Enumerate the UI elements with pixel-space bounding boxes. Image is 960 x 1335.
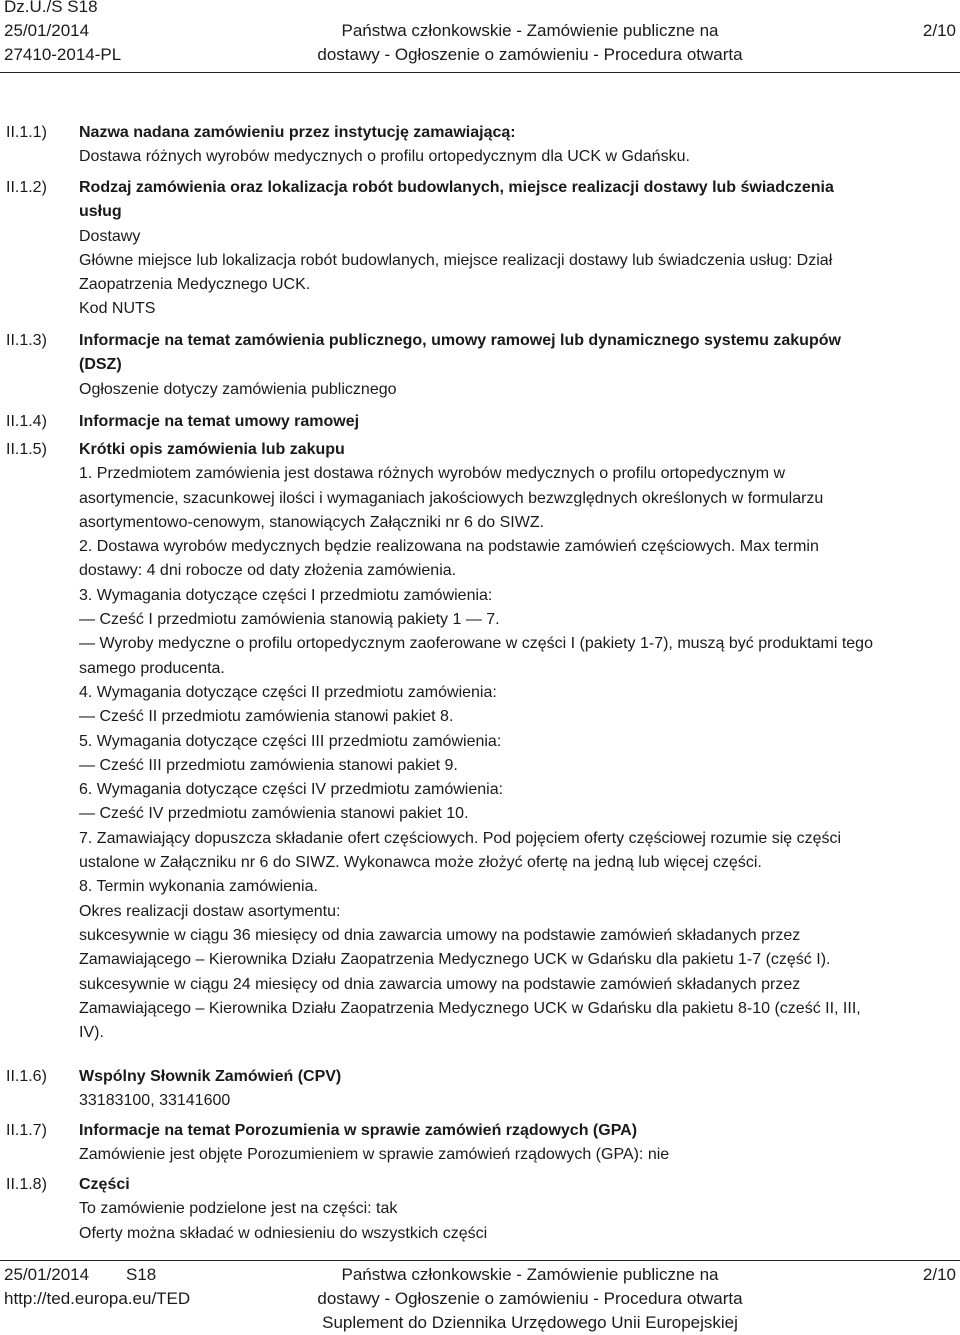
footer-title-line1: Państwa członkowskie - Zamówienie publiczne na (341, 1265, 719, 1284)
section-line: Ogłoszenie dotyczy zamówienia publicznego (79, 380, 397, 398)
section-number: II.1.2) (6, 179, 47, 196)
section-number: II.1.4) (6, 413, 47, 430)
section-line: — Cześć IV przedmiotu zamówienia stanowi pakiet 10. (79, 805, 469, 823)
section-number: II.1.1) (6, 124, 47, 141)
header-title-line2: dostawy - Ogłoszenie o zamówieniu - Procedura otwarta (317, 45, 743, 64)
section-line: samego producenta. (79, 659, 225, 677)
section-number: II.1.8) (6, 1176, 47, 1193)
footer-title-line2: dostawy - Ogłoszenie o zamówieniu - Procedura otwarta (317, 1289, 743, 1308)
page-header (0, 0, 960, 72)
section-line: — Cześć II przedmiotu zamówienia stanowi pakiet 8. (79, 708, 454, 726)
section-line: Okres realizacji dostaw asortymentu: (79, 902, 341, 920)
section-line: sukcesywnie w ciągu 36 miesięcy od dnia zawarcia umowy na podstawie zamówień składanych przez (79, 926, 801, 944)
section-line: Główne miejsce lub lokalizacja robót budowlanych, miejsce realizacji dostawy lub świadczenia usług: Dział (79, 251, 833, 269)
section-line: — Cześć I przedmiotu zamówienia stanowią pakiety 1 — 7. (79, 611, 500, 629)
section-line: 33183100, 33141600 (79, 1092, 231, 1110)
section-line: Oferty można składać w odniesieniu do wszystkich części (79, 1224, 488, 1242)
section-line: — Cześć III przedmiotu zamówienia stanowi pakiet 9. (79, 756, 458, 774)
section-line: asortymentowo-cenowym, stanowiących Załączniki nr 6 do SIWZ. (79, 513, 545, 531)
section-line: — Wyroby medyczne o profilu ortopedycznym zaoferowane w części I (pakiety 1-7), muszą być produktami tego (79, 635, 873, 653)
section-line: 6. Wymagania dotyczące części IV przedmiotu zamówienia: (79, 781, 504, 799)
section-line: 8. Termin wykonania zamówienia. (79, 878, 318, 896)
footer-date: 25/01/2014 (4, 1265, 90, 1284)
section-contract-info (79, 329, 959, 402)
section-name (79, 121, 959, 170)
section-line: sukcesywnie w ciągu 24 miesięcy od dnia zawarcia umowy na podstawie zamówień składanych przez (79, 975, 801, 993)
section-line: 3. Wymagania dotyczące części I przedmiotu zamówienia: (79, 586, 493, 604)
section-number: II.1.7) (6, 1122, 47, 1139)
footer-page-number: 2/10 (922, 1265, 956, 1284)
section-type-location (79, 176, 959, 322)
footer-rule (0, 1260, 960, 1261)
header-rule (0, 72, 960, 73)
section-line: 2. Dostawa wyrobów medycznych będzie realizowana na podstawie zamówień częściowych. Max termin (79, 538, 819, 556)
section-line: To zamówienie podzielone jest na części: tak (79, 1200, 398, 1218)
section-heading: Rodzaj zamówienia oraz lokalizacja robót budowlanych, miejsce realizacji dostawy lub świadczenia (79, 179, 834, 196)
section-line: Kod NUTS (79, 300, 156, 318)
section-heading: Nazwa nadana zamówieniu przez instytucję zamawiającą: (79, 124, 516, 141)
section-line: Dostawa różnych wyrobów medycznych o profilu ortopedycznym dla UCK w Gdańsku. (79, 148, 690, 166)
section-line: Zaopatrzenia Medycznego UCK. (79, 276, 311, 294)
section-line: dostawy: 4 dni robocze od daty złożenia zamówienia. (79, 562, 457, 580)
header-date: 25/01/2014 (4, 21, 90, 40)
header-title-line1: Państwa członkowskie - Zamówienie publiczne na (341, 21, 719, 40)
section-short-description (79, 438, 959, 1045)
section-heading: (DSZ) (79, 356, 122, 374)
footer-title-line3: Suplement do Dziennika Urzędowego Unii Europejskiej (322, 1313, 738, 1332)
page-footer (0, 1262, 960, 1334)
section-framework (79, 410, 959, 434)
section-line: 4. Wymagania dotyczące części II przedmiotu zamówienia: (79, 683, 497, 701)
section-heading: Informacje na temat zamówienia publicznego, umowy ramowej lub dynamicznego systemu zakupów (79, 332, 841, 349)
section-number: II.1.3) (6, 332, 47, 349)
header-doc-id: 27410-2014-PL (4, 45, 122, 64)
section-heading: Informacje na temat Porozumienia w sprawie zamówień rządowych (GPA) (79, 1122, 638, 1139)
section-line: IV). (79, 1024, 104, 1042)
section-line: Zamawiającego – Kierownika Działu Zaopatrzenia Medycznego UCK w Gdańsku dla pakietu 1-7 (część I). (79, 951, 831, 969)
section-gpa (79, 1119, 959, 1168)
header-journal: Dz.U./S S18 (4, 0, 98, 16)
section-line: 5. Wymagania dotyczące części III przedmiotu zamówienia: (79, 732, 502, 750)
footer-url: http://ted.europa.eu/TED (4, 1289, 191, 1308)
section-line: ustalone w Załączniku nr 6 do SIWZ. Wykonawca może złożyć ofertę na jedną lub więcej części. (79, 854, 762, 872)
section-line: 1. Przedmiotem zamówienia jest dostawa różnych wyrobów medycznych o profilu ortopedycznym w (79, 465, 786, 483)
section-line: Dostawy (79, 227, 141, 245)
section-heading: Części (79, 1176, 130, 1193)
footer-series: S18 (126, 1265, 157, 1284)
section-heading: Wspólny Słownik Zamówień (CPV) (79, 1068, 342, 1085)
section-heading: usług (79, 203, 122, 221)
header-page-number: 2/10 (922, 21, 956, 40)
section-line: Zamawiającego – Kierownika Działu Zaopatrzenia Medycznego UCK w Gdańsku dla pakietu 8-10 (cześć II, III, (79, 999, 861, 1017)
section-line: asortymencie, szacunkowej ilości i wymaganiach jakościowych bezwzględnych określonych w formularzu (79, 489, 824, 507)
section-line: Zamówienie jest objęte Porozumieniem w sprawie zamówień rządowych (GPA): nie (79, 1146, 670, 1164)
section-heading: Krótki opis zamówienia lub zakupu (79, 441, 345, 458)
section-heading: Informacje na temat umowy ramowej (79, 413, 360, 430)
section-cpv (79, 1065, 959, 1114)
section-line: 7. Zamawiający dopuszcza składanie ofert częściowych. Pod pojęciem oferty częściowej rozumie się części (79, 829, 842, 847)
section-number: II.1.6) (6, 1068, 47, 1085)
section-number: II.1.5) (6, 441, 47, 458)
section-lots (79, 1173, 959, 1246)
